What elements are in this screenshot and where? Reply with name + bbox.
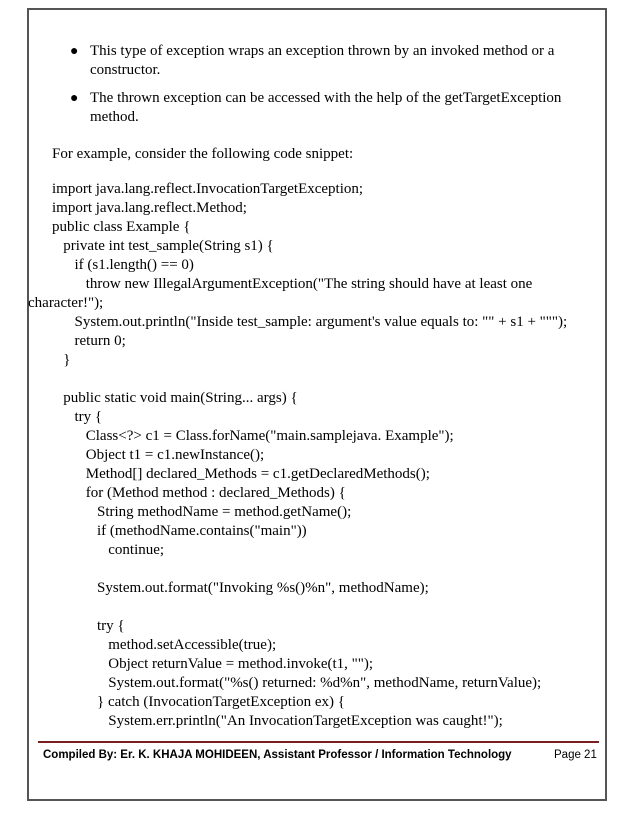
bullet-text: The thrown exception can be accessed with the help of the getTargetException method. (90, 90, 562, 125)
code-line: if (methodName.contains("main")) (52, 523, 307, 539)
code-line: method.setAccessible(true); (52, 637, 277, 653)
code-line: System.out.println("Inside test_sample: argument's value equals to: "" + s1 + """); (52, 314, 568, 330)
code-line (52, 598, 612, 617)
code-line: Method[] declared_Methods = c1.getDeclaredMethods(); (52, 466, 430, 482)
code-line: Object returnValue = method.invoke(t1, ""); (52, 656, 374, 672)
code-snippet (28, 180, 612, 731)
code-line: try { (52, 409, 103, 425)
code-line: Class<?> c1 = Class.forName("main.samplejava. Example"); (52, 428, 454, 444)
bullet-dot-icon: ● (70, 91, 79, 106)
code-line: import java.lang.reflect.Method; (52, 200, 247, 216)
bullet-text: This type of exception wraps an exception thrown by an invoked method or a constructor. (90, 43, 555, 78)
code-line: String methodName = method.getName(); (52, 504, 352, 520)
bullet-list (70, 42, 570, 136)
code-line: System.out.format("%s() returned: %d%n", methodName, returnValue); (52, 675, 542, 691)
code-line: for (Method method : declared_Methods) { (52, 485, 346, 501)
code-line (52, 560, 612, 579)
bullet-dot-icon: ● (70, 44, 79, 59)
code-line: throw new IllegalArgumentException("The string should have at least one (52, 276, 533, 292)
code-line: import java.lang.reflect.InvocationTargetException; (52, 181, 364, 197)
code-line: System.out.format("Invoking %s()%n", methodName); (52, 580, 429, 596)
bullet-item (70, 42, 570, 80)
footer-author: Compiled By: Er. K. KHAJA MOHIDEEN, Assistant Professor / Information Technology (43, 749, 512, 761)
intro-paragraph: For example, consider the following code snippet: (52, 146, 354, 162)
page-number: Page 21 (554, 749, 597, 761)
code-line: } (52, 352, 71, 368)
code-line: try { (52, 618, 125, 634)
code-line: character!"); (28, 295, 104, 311)
code-line: if (s1.length() == 0) (52, 257, 194, 273)
code-line: public class Example { (52, 219, 191, 235)
code-line: public static void main(String... args) { (52, 390, 298, 406)
code-line: } catch (InvocationTargetException ex) { (52, 694, 345, 710)
code-line (52, 370, 612, 389)
code-line: Object t1 = c1.newInstance(); (52, 447, 265, 463)
footer-divider (38, 741, 599, 743)
code-line: continue; (52, 542, 165, 558)
code-line: return 0; (52, 333, 126, 349)
code-line: private int test_sample(String s1) { (52, 238, 274, 254)
bullet-item (70, 89, 570, 127)
code-line: System.err.println("An InvocationTargetException was caught!"); (52, 713, 503, 729)
